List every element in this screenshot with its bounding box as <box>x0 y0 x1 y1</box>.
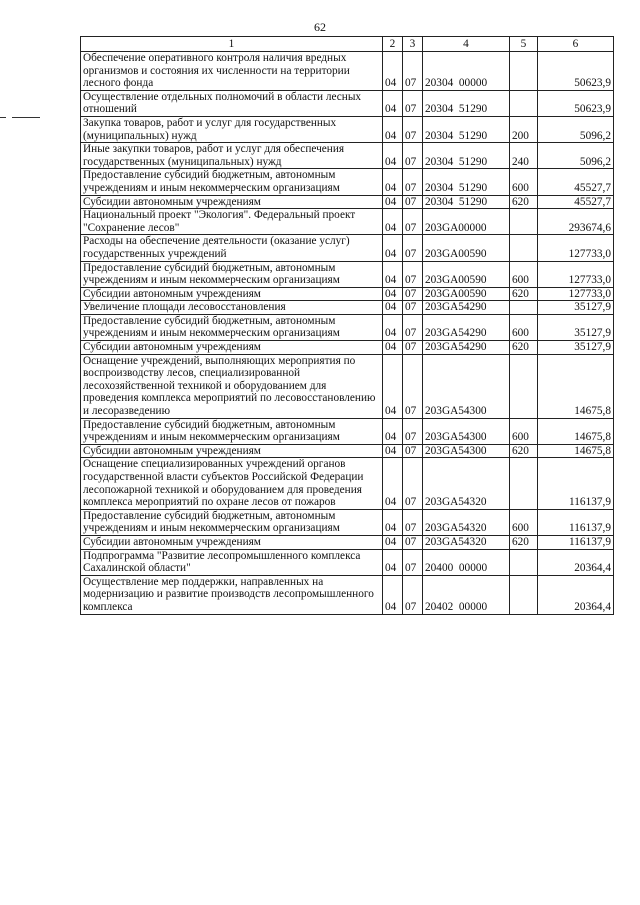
row-section: 04 <box>383 341 403 355</box>
row-name: Предоставление субсидий бюджетным, автономным учреждениям и иным некоммерческим организациям <box>81 261 383 287</box>
row-amount: 127733,0 <box>538 235 614 261</box>
row-name: Закупка товаров, работ и услуг для государственных (муниципальных) нужд <box>81 116 383 142</box>
row-expense-type: 240 <box>510 143 538 169</box>
row-amount: 5096,2 <box>538 116 614 142</box>
row-section: 04 <box>383 444 403 458</box>
row-subsection: 07 <box>403 418 423 444</box>
table-row <box>81 535 614 549</box>
row-amount: 35127,9 <box>538 341 614 355</box>
row-section: 04 <box>383 301 403 315</box>
row-name: Иные закупки товаров, работ и услуг для обеспечения государственных (муниципальных) нужд <box>81 143 383 169</box>
column-header: 2 <box>383 37 403 52</box>
table-row <box>81 143 614 169</box>
row-subsection: 07 <box>403 52 423 91</box>
row-amount: 127733,0 <box>538 261 614 287</box>
row-name: Субсидии автономным учреждениям <box>81 444 383 458</box>
row-target-code: 203GA54300 <box>423 354 510 418</box>
row-expense-type <box>510 301 538 315</box>
row-target-code: 203GA00590 <box>423 287 510 301</box>
row-expense-type <box>510 458 538 509</box>
row-name: Подпрограмма "Развитие лесопромышленного комплекса Сахалинской области" <box>81 549 383 575</box>
row-section: 04 <box>383 549 403 575</box>
row-section: 04 <box>383 354 403 418</box>
row-expense-type <box>510 549 538 575</box>
row-expense-type: 620 <box>510 341 538 355</box>
table-header-row <box>81 37 614 52</box>
row-section: 04 <box>383 143 403 169</box>
row-subsection: 07 <box>403 235 423 261</box>
row-subsection: 07 <box>403 116 423 142</box>
row-target-code: 20304 51290 <box>423 143 510 169</box>
row-target-code: 203GA54320 <box>423 509 510 535</box>
row-target-code: 203GA54300 <box>423 418 510 444</box>
row-expense-type: 600 <box>510 314 538 340</box>
column-header: 5 <box>510 37 538 52</box>
row-amount: 116137,9 <box>538 458 614 509</box>
table-row <box>81 341 614 355</box>
row-amount: 127733,0 <box>538 287 614 301</box>
row-expense-type: 600 <box>510 418 538 444</box>
row-section: 04 <box>383 169 403 195</box>
table-row <box>81 52 614 91</box>
table-row <box>81 90 614 116</box>
margin-mark <box>12 117 40 118</box>
row-subsection: 07 <box>403 287 423 301</box>
margin-mark <box>0 117 6 118</box>
row-subsection: 07 <box>403 209 423 235</box>
row-name: Увеличение площади лесовосстановления <box>81 301 383 315</box>
row-target-code: 203GA54320 <box>423 458 510 509</box>
row-target-code: 203GA00590 <box>423 261 510 287</box>
row-name: Предоставление субсидий бюджетным, автономным учреждениям и иным некоммерческим организациям <box>81 509 383 535</box>
row-amount: 45527,7 <box>538 195 614 209</box>
row-name: Субсидии автономным учреждениям <box>81 341 383 355</box>
table-row <box>81 209 614 235</box>
row-amount: 35127,9 <box>538 314 614 340</box>
row-section: 04 <box>383 535 403 549</box>
row-target-code: 20304 51290 <box>423 169 510 195</box>
row-target-code: 203GA00000 <box>423 209 510 235</box>
row-section: 04 <box>383 90 403 116</box>
table-row <box>81 314 614 340</box>
table-row <box>81 169 614 195</box>
table-row <box>81 418 614 444</box>
row-expense-type <box>510 354 538 418</box>
row-section: 04 <box>383 52 403 91</box>
row-section: 04 <box>383 235 403 261</box>
row-amount: 293674,6 <box>538 209 614 235</box>
row-name: Субсидии автономным учреждениям <box>81 195 383 209</box>
row-target-code: 20304 51290 <box>423 90 510 116</box>
row-target-code: 20402 00000 <box>423 575 510 614</box>
row-expense-type: 600 <box>510 261 538 287</box>
row-name: Предоставление субсидий бюджетным, автономным учреждениям и иным некоммерческим организациям <box>81 314 383 340</box>
row-amount: 50623,9 <box>538 52 614 91</box>
column-header: 4 <box>423 37 510 52</box>
row-subsection: 07 <box>403 143 423 169</box>
row-subsection: 07 <box>403 301 423 315</box>
row-amount: 45527,7 <box>538 169 614 195</box>
row-expense-type <box>510 52 538 91</box>
row-section: 04 <box>383 314 403 340</box>
table-row <box>81 575 614 614</box>
row-target-code: 203GA54300 <box>423 444 510 458</box>
row-expense-type: 620 <box>510 535 538 549</box>
row-target-code: 203GA54320 <box>423 535 510 549</box>
row-expense-type: 620 <box>510 444 538 458</box>
table-row <box>81 116 614 142</box>
row-expense-type <box>510 209 538 235</box>
row-expense-type <box>510 575 538 614</box>
row-expense-type <box>510 90 538 116</box>
row-section: 04 <box>383 458 403 509</box>
row-subsection: 07 <box>403 169 423 195</box>
row-name: Предоставление субсидий бюджетным, автономным учреждениям и иным некоммерческим организациям <box>81 418 383 444</box>
row-section: 04 <box>383 418 403 444</box>
table-row <box>81 549 614 575</box>
row-expense-type: 620 <box>510 195 538 209</box>
row-amount: 116137,9 <box>538 535 614 549</box>
row-amount: 14675,8 <box>538 444 614 458</box>
table-row <box>81 235 614 261</box>
row-amount: 20364,4 <box>538 549 614 575</box>
row-name: Субсидии автономным учреждениям <box>81 287 383 301</box>
row-subsection: 07 <box>403 341 423 355</box>
row-amount: 14675,8 <box>538 354 614 418</box>
row-name: Оснащение учреждений, выполняющих мероприятия по воспроизводству лесов, специализированной лесохозяйственной техникой и оборудованием для проведения комплекса мероприятий по лесовосстановлению и лесоразведению <box>81 354 383 418</box>
row-expense-type: 200 <box>510 116 538 142</box>
table-row <box>81 261 614 287</box>
row-expense-type: 600 <box>510 509 538 535</box>
column-header: 6 <box>538 37 614 52</box>
row-amount: 14675,8 <box>538 418 614 444</box>
row-name: Осуществление отдельных полномочий в области лесных отношений <box>81 90 383 116</box>
row-amount: 35127,9 <box>538 301 614 315</box>
row-section: 04 <box>383 287 403 301</box>
row-section: 04 <box>383 261 403 287</box>
table-row <box>81 354 614 418</box>
row-subsection: 07 <box>403 575 423 614</box>
row-subsection: 07 <box>403 535 423 549</box>
row-subsection: 07 <box>403 90 423 116</box>
table-row <box>81 195 614 209</box>
row-amount: 50623,9 <box>538 90 614 116</box>
row-target-code: 20304 51290 <box>423 116 510 142</box>
row-section: 04 <box>383 116 403 142</box>
table-row <box>81 301 614 315</box>
row-name: Национальный проект "Экология". Федеральный проект "Сохранение лесов" <box>81 209 383 235</box>
row-subsection: 07 <box>403 195 423 209</box>
row-name: Предоставление субсидий бюджетным, автономным учреждениям и иным некоммерческим организациям <box>81 169 383 195</box>
row-target-code: 203GA00590 <box>423 235 510 261</box>
row-target-code: 20304 51290 <box>423 195 510 209</box>
row-subsection: 07 <box>403 509 423 535</box>
row-subsection: 07 <box>403 261 423 287</box>
row-section: 04 <box>383 575 403 614</box>
row-subsection: 07 <box>403 314 423 340</box>
table-row <box>81 444 614 458</box>
row-expense-type <box>510 235 538 261</box>
row-name: Обеспечение оперативного контроля наличия вредных организмов и состояния их численности на территории лесного фонда <box>81 52 383 91</box>
table-row <box>81 458 614 509</box>
row-section: 04 <box>383 509 403 535</box>
row-name: Расходы на обеспечение деятельности (оказание услуг) государственных учреждений <box>81 235 383 261</box>
row-target-code: 20304 00000 <box>423 52 510 91</box>
row-subsection: 07 <box>403 458 423 509</box>
row-section: 04 <box>383 209 403 235</box>
page-number: 62 <box>314 20 326 34</box>
table-row <box>81 287 614 301</box>
row-amount: 5096,2 <box>538 143 614 169</box>
budget-table <box>80 36 614 615</box>
row-target-code: 203GA54290 <box>423 301 510 315</box>
row-target-code: 203GA54290 <box>423 314 510 340</box>
row-amount: 20364,4 <box>538 575 614 614</box>
row-amount: 116137,9 <box>538 509 614 535</box>
row-name: Субсидии автономным учреждениям <box>81 535 383 549</box>
row-target-code: 203GA54290 <box>423 341 510 355</box>
row-subsection: 07 <box>403 354 423 418</box>
row-name: Оснащение специализированных учреждений органов государственной власти субъектов Российской Федерации лесопожарной техникой и оборудованием для проведения комплекса мероприятий по охране лесов от пожаров <box>81 458 383 509</box>
column-header: 1 <box>81 37 383 52</box>
row-expense-type: 600 <box>510 169 538 195</box>
row-expense-type: 620 <box>510 287 538 301</box>
row-subsection: 07 <box>403 549 423 575</box>
column-header: 3 <box>403 37 423 52</box>
row-name: Осуществление мер поддержки, направленных на модернизацию и развитие производств лесопромышленного комплекса <box>81 575 383 614</box>
row-section: 04 <box>383 195 403 209</box>
row-subsection: 07 <box>403 444 423 458</box>
table-row <box>81 509 614 535</box>
row-target-code: 20400 00000 <box>423 549 510 575</box>
